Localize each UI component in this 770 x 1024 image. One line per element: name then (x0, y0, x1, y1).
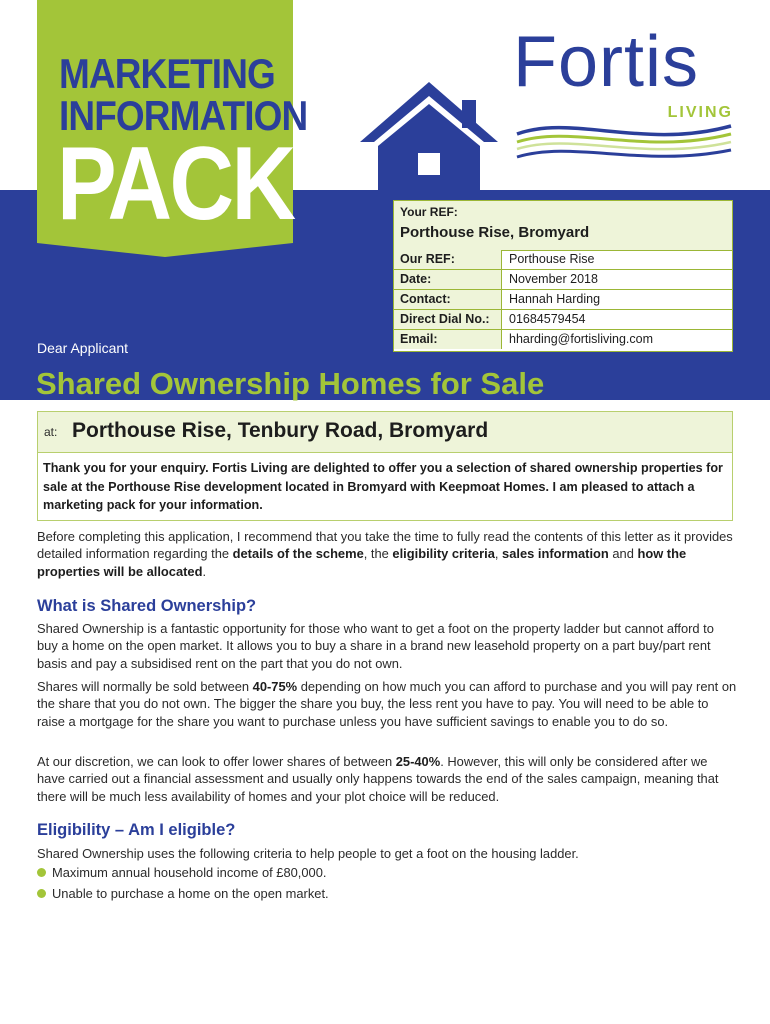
section-heading-shared-ownership: What is Shared Ownership? (37, 597, 257, 615)
ref-row-direct-dial (394, 310, 732, 330)
thank-you-message: Thank you for your enquiry. Fortis Living are delighted to offer you a selection of shared ownership properties for sale at the Porthouse Rise development located in Bromyard with Keepmoat Homes. I am pleased to attach a marketing pack for your information. (37, 453, 733, 521)
logo-wordmark: Fortis (513, 22, 699, 102)
banner-line-pack: PACK (57, 126, 294, 242)
shares-paragraph: Shares will normally be sold between 40-75% depending on how much you can afford to purchase and you will pay rent on the share that you do not own. The bigger the share you buy, the less rent you have to pay. You will need to be able to raise a mortgage for the share you want to purchase unless you have sufficient savings to enable you to do so. (37, 679, 737, 729)
banner-line-marketing: MARKETING (59, 50, 275, 97)
ref-row-value: November 2018 (509, 272, 598, 286)
ref-row-value: Porthouse Rise (509, 252, 595, 266)
reference-details-box (393, 200, 733, 352)
discretion-paragraph: At our discretion, we can look to offer lower shares of between 25-40%. However, this will only be considered after we have carried out a financial assessment and usually only happens towards the end of the sales campaign, meaning that there will be much less availability of homes and your plot choice will be reduced. (37, 754, 719, 804)
ref-row-label: Date: (394, 270, 502, 289)
greeting: Dear Applicant (37, 340, 129, 356)
ref-row-value: Hannah Harding (509, 292, 601, 306)
ref-row-contact (394, 290, 732, 310)
ref-row-date (394, 270, 732, 290)
development-address: Porthouse Rise, Tenbury Road, Bromyard (72, 419, 489, 442)
bullet-icon (37, 868, 46, 877)
list-item: Maximum annual household income of £80,000. (37, 865, 326, 880)
list-item: Unable to purchase a home on the open market. (37, 886, 329, 901)
your-ref-label: Your REF: (400, 205, 458, 219)
banner-point (37, 243, 293, 257)
banner-line-information: INFORMATION (59, 92, 308, 139)
house-icon (358, 80, 500, 192)
your-ref-cell (394, 201, 732, 251)
shared-ownership-paragraph: Shared Ownership is a fantastic opportunity for those who want to get a foot on the property ladder but cannot afford to buy a home on the open market. It allows you to buy a share in a brand new leasehold property on a part buy/part rent basis and pay a subsidised rent on the part that you do not own. (37, 621, 714, 671)
bullet-icon (37, 889, 46, 898)
fortis-living-logo (513, 22, 733, 172)
ref-row-label: Contact: (394, 290, 502, 309)
ref-row-label: Email: (394, 330, 502, 349)
ref-row-value[interactable]: hharding@fortisliving.com (509, 332, 654, 346)
ref-row-label: Our REF: (394, 250, 502, 269)
ref-row-label: Direct Dial No.: (394, 310, 502, 329)
ref-row-email (394, 330, 732, 350)
ref-row-value: 01684579454 (509, 312, 586, 326)
marketing-pack-banner (37, 0, 308, 243)
eligibility-paragraph: Shared Ownership uses the following criteria to help people to get a foot on the housing ladder. (37, 846, 579, 861)
address-box (37, 411, 733, 453)
section-heading-eligibility: Eligibility – Am I eligible? (37, 821, 236, 839)
logo-subtitle: LIVING (667, 104, 733, 121)
your-ref-value: Porthouse Rise, Bromyard (400, 224, 590, 241)
logo-wave-icon (513, 120, 735, 170)
at-label: at: (44, 425, 58, 439)
ref-row-our-ref (394, 250, 732, 270)
page-title: Shared Ownership Homes for Sale (36, 366, 545, 401)
intro-paragraph: Before completing this application, I recommend that you take the time to fully read the contents of this letter as it provides detailed information regarding the details of the scheme, the eligibility criteria, sales information and how the properties will be allocated. (37, 529, 733, 579)
